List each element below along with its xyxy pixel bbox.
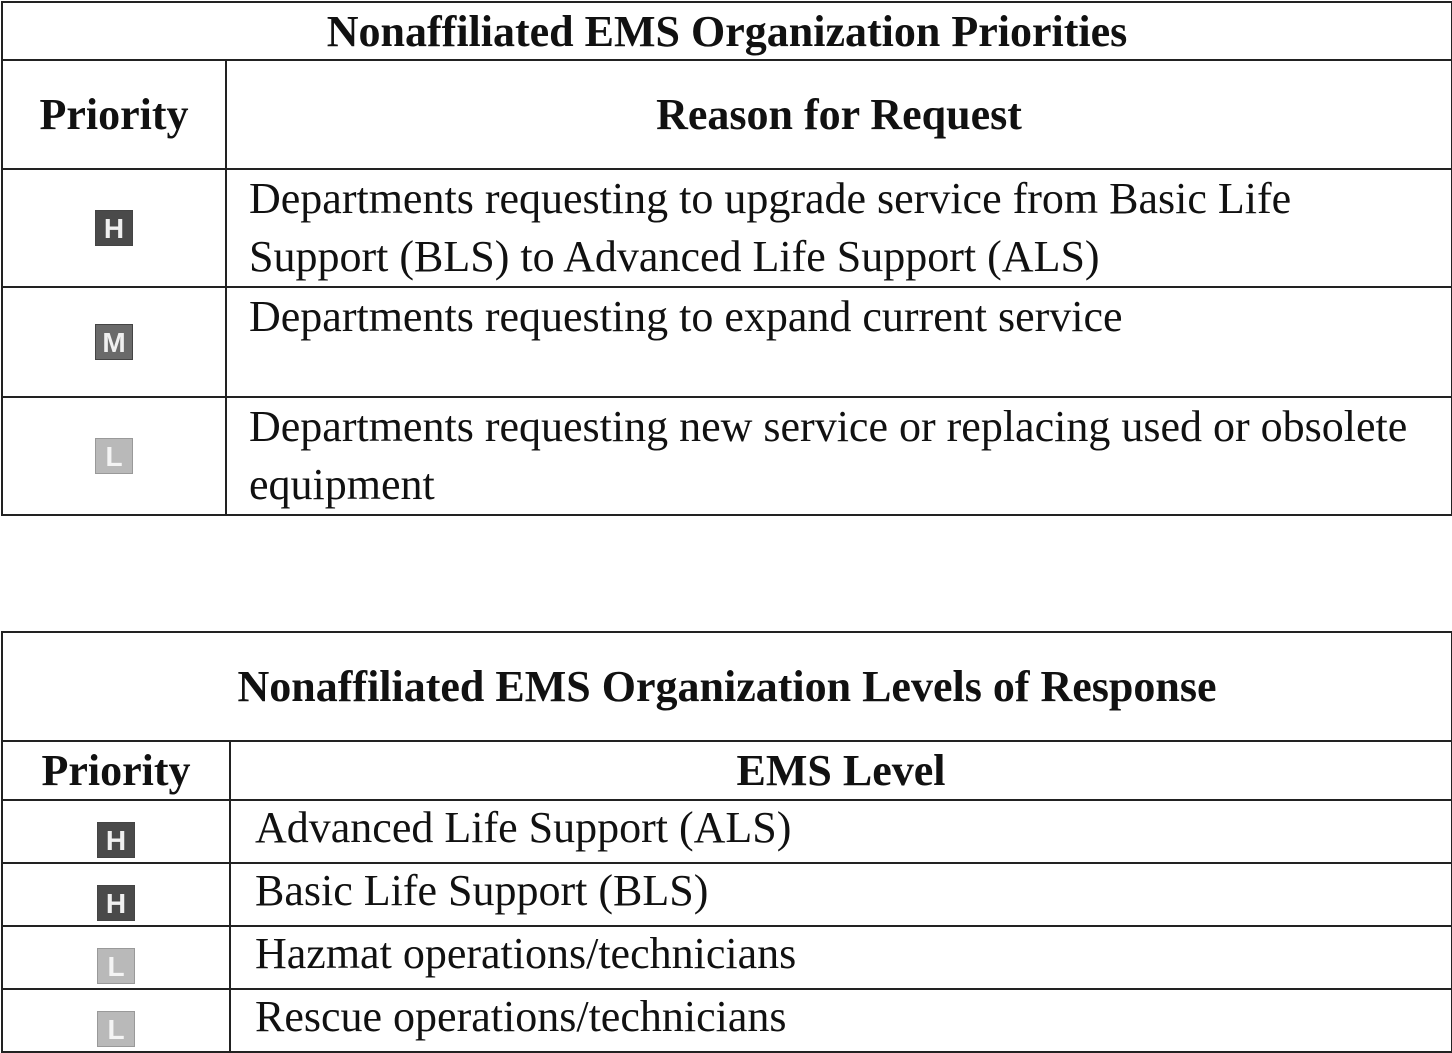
table-row xyxy=(2,800,1452,863)
priority-cell xyxy=(2,926,230,989)
priority-column-header: Priority xyxy=(2,741,230,800)
priorities-table xyxy=(1,1,1452,516)
table-header-row xyxy=(2,741,1452,800)
reason-column-header: Reason for Request xyxy=(226,60,1452,169)
priority-column-header: Priority xyxy=(2,60,226,169)
reason-cell: Departments requesting to upgrade service from Basic Life Support (BLS) to Advanced Life Support (ALS) xyxy=(226,169,1452,287)
priority-cell xyxy=(2,287,226,397)
priority-cell xyxy=(2,989,230,1052)
ems-level-cell: Hazmat operations/technicians xyxy=(230,926,1452,989)
priority-high-badge: H xyxy=(95,210,133,246)
reason-cell: Departments requesting new service or replacing used or obsolete equipment xyxy=(226,397,1452,515)
priorities-table-title: Nonaffiliated EMS Organization Priorities xyxy=(2,2,1452,60)
priority-medium-badge: M xyxy=(95,324,133,360)
table-row xyxy=(2,169,1452,287)
ems-level-cell: Basic Life Support (BLS) xyxy=(230,863,1452,926)
table-title-row xyxy=(2,2,1452,60)
priority-cell xyxy=(2,800,230,863)
priority-low-badge: L xyxy=(97,1011,135,1047)
table-row xyxy=(2,287,1452,397)
priority-low-badge: L xyxy=(97,948,135,984)
table-row xyxy=(2,989,1452,1052)
table-title-row xyxy=(2,632,1452,741)
ems-level-cell: Rescue operations/technicians xyxy=(230,989,1452,1052)
priority-high-badge: H xyxy=(97,885,135,921)
table-row xyxy=(2,863,1452,926)
priority-cell xyxy=(2,169,226,287)
table-row xyxy=(2,397,1452,515)
priority-low-badge: L xyxy=(95,438,133,474)
table-row xyxy=(2,926,1452,989)
priority-cell xyxy=(2,863,230,926)
priority-cell xyxy=(2,397,226,515)
ems-level-cell: Advanced Life Support (ALS) xyxy=(230,800,1452,863)
priority-high-badge: H xyxy=(97,822,135,858)
ems-level-column-header: EMS Level xyxy=(230,741,1452,800)
levels-table xyxy=(1,631,1452,1053)
reason-cell: Departments requesting to expand current service xyxy=(226,287,1452,397)
table-header-row xyxy=(2,60,1452,169)
levels-table-title: Nonaffiliated EMS Organization Levels of Response xyxy=(2,632,1452,741)
